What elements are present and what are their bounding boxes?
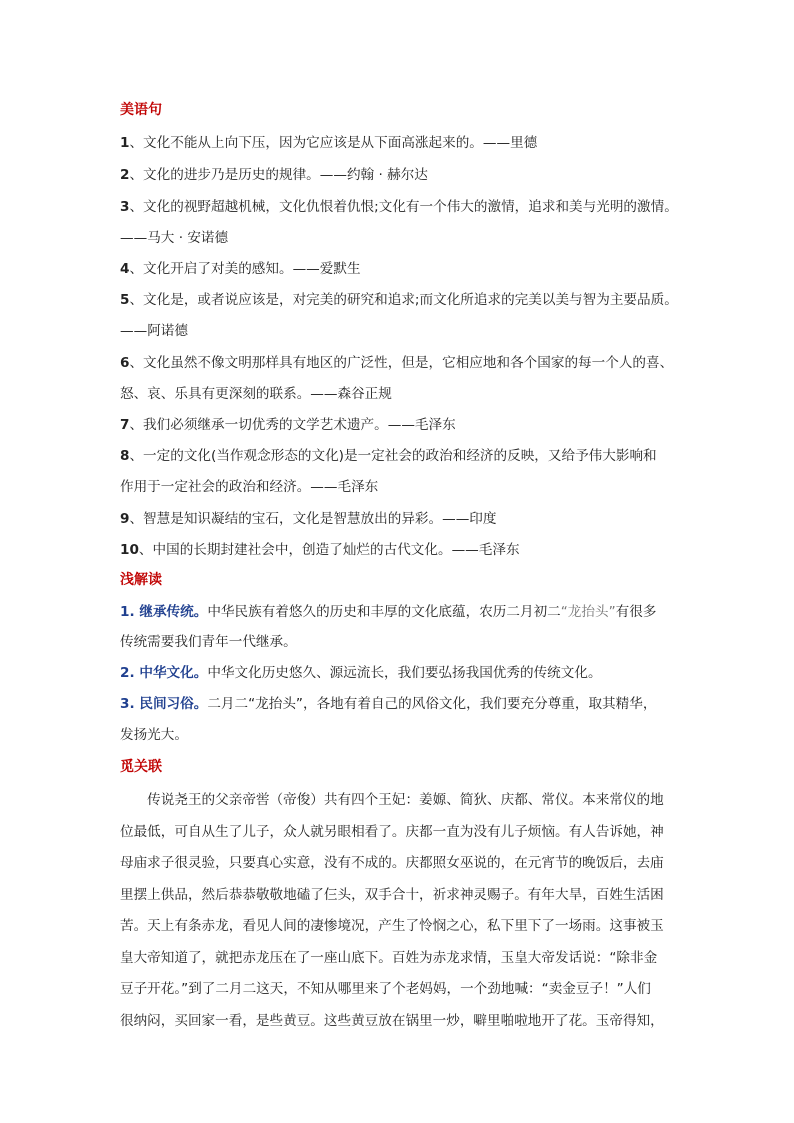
quote-line: 6、文化虽然不像文明那样具有地区的广泛性，但是，它相应地和各个国家的每一个人的喜、 — [120, 355, 674, 371]
quote-line: 5、文化是，或者说应该是，对完美的研究和追求;而文化所追求的完美以美与智为主要品质。 — [120, 292, 678, 308]
interpretation-item: 1. 继承传统。中华民族有着悠久的历史和丰厚的文化底蕴，农历二月初二“龙抬头”有很多 — [120, 604, 657, 620]
quote-line: 9、智慧是知识凝结的宝石，文化是智慧放出的异彩。——印度 — [120, 511, 497, 527]
quote-line: 怒、哀、乐具有更深刻的联系。——森谷正规 — [120, 386, 392, 402]
quote-line: 8、一定的文化(当作观念形态的文化)是一定社会的政治和经济的反映，又给予伟大影响和 — [120, 448, 657, 464]
quote-line: ——阿诺德 — [120, 323, 188, 339]
quote-line: 7、我们必须继承一切优秀的文学艺术遗产。——毛泽东 — [120, 417, 456, 433]
story-line: 很纳闷，买回家一看，是些黄豆。这些黄豆放在锅里一炒，噼里啪啦地开了花。玉帝得知， — [120, 1012, 664, 1029]
story-line: 母庙求子很灵验，只要真心实意，没有不成的。庆都照女巫说的，在元宵节的晚饭后，去庙 — [120, 855, 664, 871]
quote-line: 1、文化不能从上向下压，因为它应该是从下面高涨起来的。——里德 — [120, 135, 538, 151]
story-line: 苦。天上有条赤龙，看见人间的凄惨境况，产生了怜悯之心，私下里下了一场雨。这事被玉 — [120, 918, 664, 934]
story-line: 里摆上供品，然后恭恭敬敬地磕了仨头，双手合十，祈求神灵赐子。有年大旱，百姓生活困 — [120, 886, 664, 903]
section-heading-find-connection: 觅关联 — [120, 759, 162, 775]
section-heading-brief-interpretation: 浅解读 — [120, 572, 162, 588]
quote-line: 作用于一定社会的政治和经济。——毛泽东 — [120, 479, 379, 495]
quote-line: 4、文化开启了对美的感知。——爱默生 — [120, 261, 361, 277]
story-line: 位最低，可自从生了儿子，众人就另眼相看了。庆都一直为没有儿子烦恼。有人告诉她，神 — [120, 823, 664, 840]
interpretation-item: 2. 中华文化。中华文化历史悠久、源远流长，我们要弘扬我国优秀的传统文化。 — [120, 665, 602, 681]
story-line: 传说尧王的父亲帝喾（帝俊）共有四个王妃：姜嫄、简狄、庆都、常仪。本来常仪的地 — [120, 792, 664, 808]
quote-line: ——马大 · 安诺德 — [120, 230, 229, 246]
story-line: 皇大帝知道了，就把赤龙压在了一座山底下。百姓为赤龙求情，玉皇大帝发话说：“除非金 — [120, 949, 658, 966]
interpretation-item: 3. 民间习俗。二月二“龙抬头”，各地有着自己的风俗文化，我们要充分尊重，取其精华， — [120, 696, 657, 712]
quote-line: 10、中国的长期封建社会中，创造了灿烂的古代文化。——毛泽东 — [120, 542, 520, 558]
story-paragraph — [120, 785, 680, 1037]
section-heading-beautiful-sentences: 美语句 — [120, 102, 162, 118]
story-line: 豆子开花。”到了二月二这天，不知从哪里来了个老妈妈，一个劲地喊：“卖金豆子！”人们 — [120, 981, 651, 997]
interpretation-item-continuation: 发扬光大。 — [120, 727, 188, 743]
quote-line: 3、文化的视野超越机械，文化仇恨着仇恨;文化有一个伟大的激情，追求和美与光明的激情。 — [120, 199, 678, 215]
quote-line: 2、文化的进步乃是历史的规律。——约翰 · 赫尔达 — [120, 167, 428, 183]
interpretation-item-continuation: 传统需要我们青年一代继承。 — [120, 634, 297, 650]
